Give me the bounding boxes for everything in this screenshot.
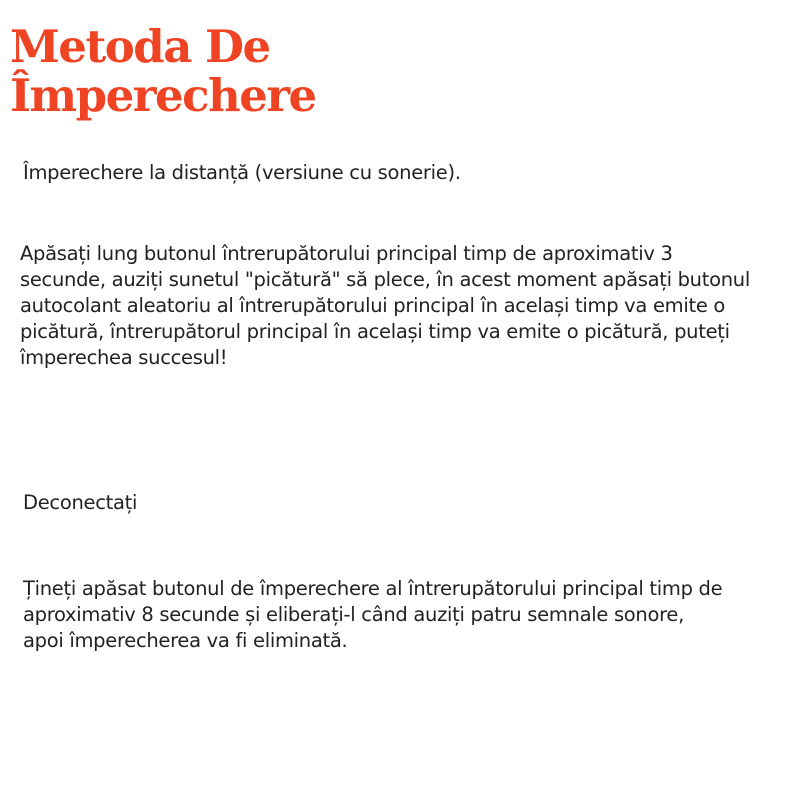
disconnect-heading: Deconectați xyxy=(23,491,138,514)
page-title-line-1: Metoda De xyxy=(10,20,270,73)
page-title-line-2: Împerechere xyxy=(10,69,316,122)
remote-pairing-paragraph: Apăsați lung butonul întrerupătorului principal timp de aproximativ 3 secunde, auziți sunetul "picătură" să plece, în acest moment apăsați butonul autocolant aleatoriu al întrerupătorului principal în același timp va emite o picătură, întrerupătorul principal în același timp va emite o picătură, puteți împerechea succesul! xyxy=(20,242,750,369)
disconnect-paragraph: Țineți apăsat butonul de împerechere al întrerupătorului principal timp de aproximativ 8 secunde și eliberați-l când auziți patru semnale sonore, apoi împerecherea va fi eliminată. xyxy=(23,577,723,652)
page-title xyxy=(10,22,316,120)
remote-pairing-heading: Împerechere la distanță (versiune cu sonerie). xyxy=(23,161,461,184)
